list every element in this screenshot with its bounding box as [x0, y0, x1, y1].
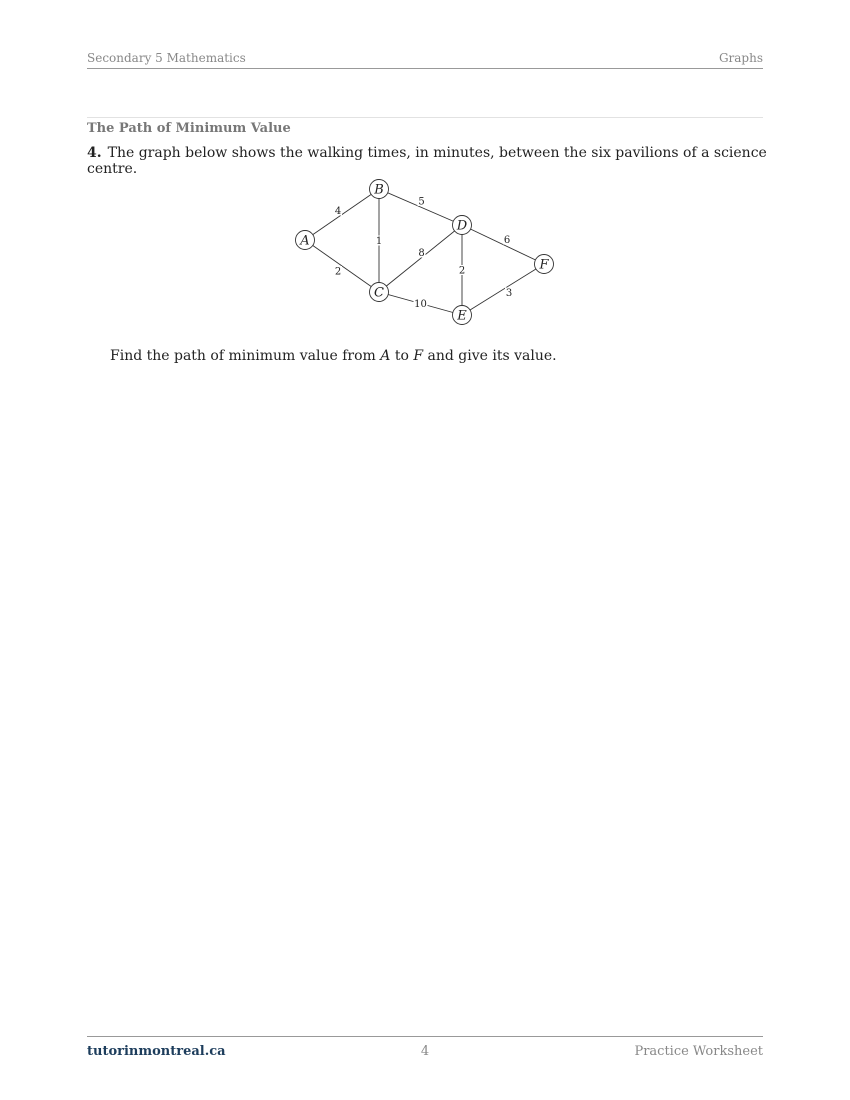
footer-site-link[interactable]: tutorinmontreal.ca [87, 1044, 226, 1059]
vertex-f [535, 255, 554, 274]
edge-weight-c-e: 10 [414, 299, 427, 310]
vertex-d [453, 216, 472, 235]
prompt-end-vertex: F [413, 348, 424, 364]
edge-weight-b-c: 1 [375, 236, 383, 247]
edge-e-f [462, 264, 544, 315]
edge-weight-d-f: 6 [503, 235, 511, 246]
section-title: The Path of Minimum Value [87, 121, 291, 136]
prompt-text-middle: to [390, 348, 414, 364]
edge-weight-c-d: 8 [418, 248, 425, 259]
vertex-label: A [300, 233, 310, 249]
weighted-graph [0, 0, 850, 340]
vertex-b [370, 180, 389, 199]
page-footer [87, 1036, 763, 1061]
edge-weight-b-d: 5 [418, 196, 425, 208]
vertex-c [370, 283, 389, 302]
vertex-label: E [457, 308, 467, 324]
vertex-label: D [456, 218, 468, 234]
vertex-label: F [539, 257, 549, 273]
edge-weight-a-b: 4 [334, 206, 342, 217]
course-title: Secondary 5 Mathematics [87, 51, 246, 65]
graph-weights [334, 196, 513, 310]
vertex-e [453, 306, 472, 325]
vertex-label: C [374, 285, 384, 301]
prompt-text-start: Find the path of minimum value from [110, 348, 381, 364]
footer-label: Practice Worksheet [634, 1044, 763, 1059]
question-number: 4. [87, 145, 102, 161]
edge-weight-e-f: 3 [505, 288, 513, 299]
question-prompt [110, 348, 557, 364]
prompt-start-vertex: A [380, 348, 391, 364]
prompt-text-end: and give its value. [423, 348, 557, 364]
question-text: The graph below shows the walking times, in minutes, between the six pavilions of a science centre. [87, 145, 767, 177]
edge-weight-a-c: 2 [334, 266, 342, 278]
vertex-a [296, 231, 315, 250]
page-number: 4 [420, 1044, 430, 1059]
edge-weight-d-e: 2 [458, 265, 466, 277]
topic-title: Graphs [718, 51, 763, 65]
vertex-label: B [374, 182, 384, 198]
